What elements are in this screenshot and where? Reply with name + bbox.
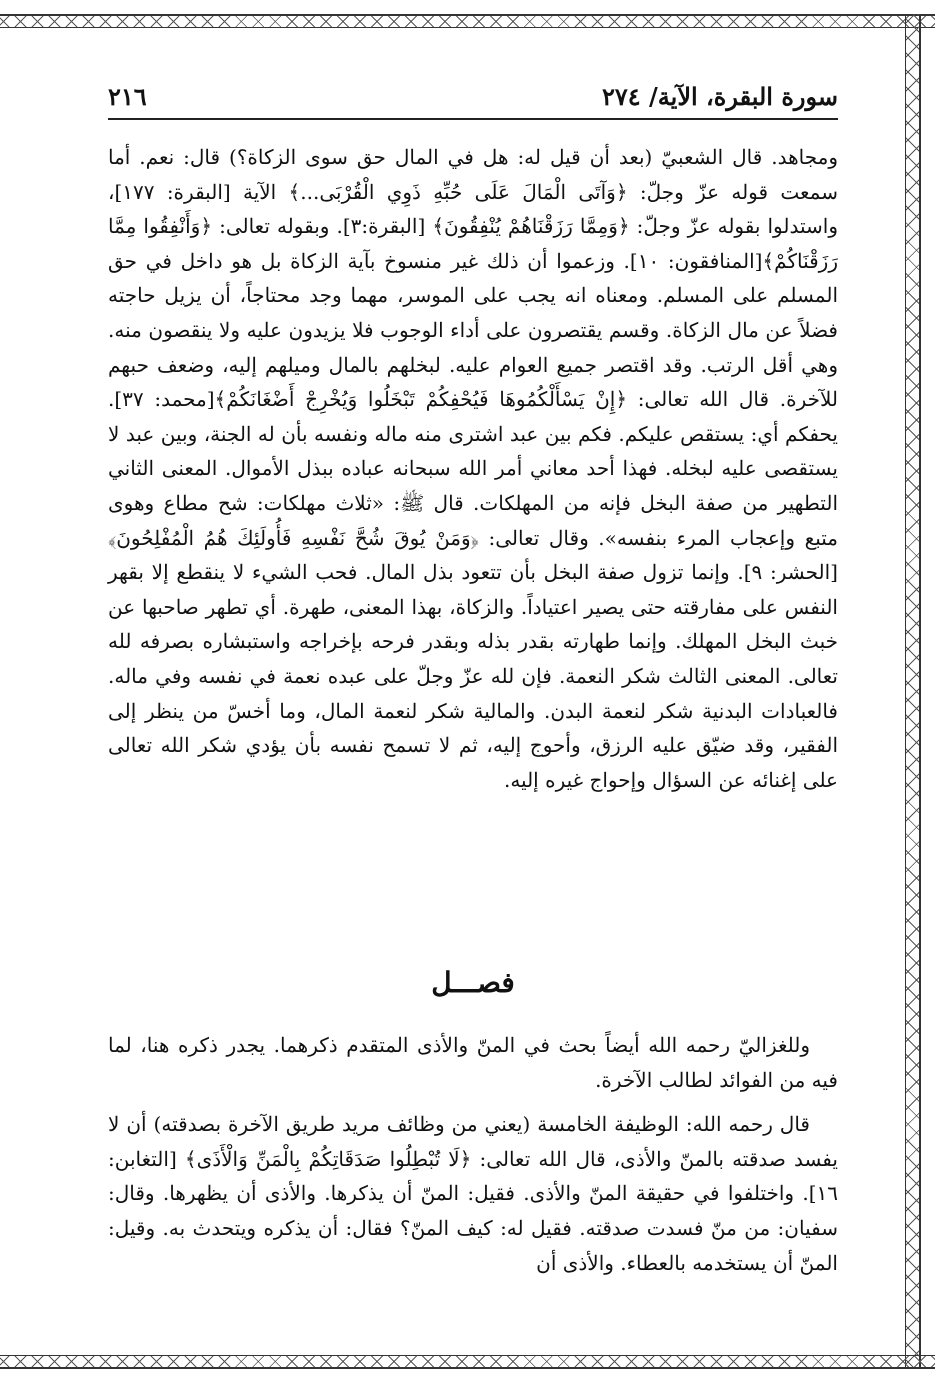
- section-heading: فصـــل: [431, 966, 515, 999]
- ornamental-border-bottom: [0, 1355, 935, 1369]
- page-title: سورة البقرة، الآية/ ٢٧٤: [601, 81, 838, 111]
- section-paragraph-1: وللغزاليّ رحمه الله أيضاً بحث في المنّ والأذى المتقدم ذكرهما. يجدر ذكره هنا، لما فيه من الفوائد لطالب الآخرة.: [108, 1033, 838, 1092]
- ornamental-border-top: [0, 14, 935, 28]
- ornamental-border-right: [905, 14, 921, 1369]
- section-text: [108, 1028, 838, 1290]
- running-header: [108, 74, 838, 120]
- main-text: [108, 140, 838, 797]
- section-paragraph-2: قال رحمه الله: الوظيفة الخامسة (يعني من وظائف مريد طريق الآخرة بصدقته) أن لا يفسد صدقته بالمنّ والأذى، قال الله تعالى: ﴿لَا تُبْطِلُوا صَدَقَاتِكُمْ بِالْمَنِّ وَالْأَذَى﴾ [التغابن: ١٦]. واختلفوا في حقيقة المنّ والأذى. فقيل: المنّ أن يذكرها. والأذى أن يظهرها. وقال: سفيان: من منّ فسدت صدقته. فقيل له: كيف المنّ؟ فقال: أن يذكره ويتحدث به. وقيل: المنّ أن يستخدمه بالعطاء. والأذى أن: [108, 1112, 838, 1275]
- body-paragraph: ومجاهد. قال الشعبيّ (بعد أن قيل له: هل في المال حق سوى الزكاة؟) قال: نعم. أما سمعت قوله عزّ وجلّ: ﴿وَآتَى الْمَالَ عَلَى حُبِّهِ ذَوِي الْقُرْبَى...﴾ الآية [البقرة: ١٧٧]، واستدلوا بقوله عزّ وجلّ: ﴿وَمِمَّا رَزَقْنَاهُمْ يُنْفِقُونَ﴾ [البقرة:٣]. وبقوله تعالى: ﴿وَأَنْفِقُوا مِمَّا رَزَقْنَاكُمْ﴾[المنافقون: ١٠]. وزعموا أن ذلك غير منسوخ بآية الزكاة بل هو داخل في حق المسلم على المسلم. ومعناه انه يجب على الموسر، مهما وجد محتاجاً، أن يزيل حاجته فضلاً عن مال الزكاة. وقسم يقتصرون على أداء الوجوب فلا يزيدون عليه ولا ينقصون منه. وهي أقل الرتب. وقد اقتصر جميع العوام عليه. لبخلهم بالمال وميلهم إليه، وضعف حبهم للآخرة. قال الله تعالى: ﴿إِنْ يَسْأَلْكُمُوهَا فَيُحْفِكُمْ تَبْخَلُوا وَيُخْرِجْ أَضْغَانَكُمْ﴾[محمد: ٣٧]. يحفكم أي: يستقص عليكم. فكم بين عبد اشترى منه ماله ونفسه بأن له الجنة، وبين عبد لا يستقصى عليه لبخله. فهذا أحد معاني أمر الله سبحانه عباده ببذل الأموال. المعنى الثاني التطهير من صفة البخل فإنه من المهلكات. قال ﷺ: «ثلاث مهلكات: شح مطاع وهوى متبع وإعجاب المرء بنفسه». وقال تعالى: ﴿وَمَنْ يُوقَ شُحَّ نَفْسِهِ فَأُولَئِكَ هُمُ الْمُفْلِحُونَ﴾ [الحشر: ٩]. وإنما تزول صفة البخل بأن تتعود بذل المال. فحب الشيء لا ينقطع إلا بقهر النفس على مفارقته حتى يصير اعتياداً. والزكاة، بهذا المعنى، طهرة. أي تطهر صاحبها عن خبث البخل المهلك. وإنما طهارته بقدر بذله وبقدر فرحه بإخراجه واستبشاره بصرفه لله تعالى. المعنى الثالث شكر النعمة. فإن لله عزّ وجلّ على عبده نعمة في نفسه وفي ماله. فالعبادات البدنية شكر لنعمة البدن. والمالية شكر لنعمة المال، وما أخسّ من ينظر إلى الفقير، وقد ضيّق عليه الرزق، وأحوج إليه، ثم لا تسمح نفسه بأن يؤدي شكر الله تعالى على إغنائه عن السؤال وإحواج غيره إليه.: [108, 145, 838, 792]
- page-number: ٢١٦: [108, 81, 147, 111]
